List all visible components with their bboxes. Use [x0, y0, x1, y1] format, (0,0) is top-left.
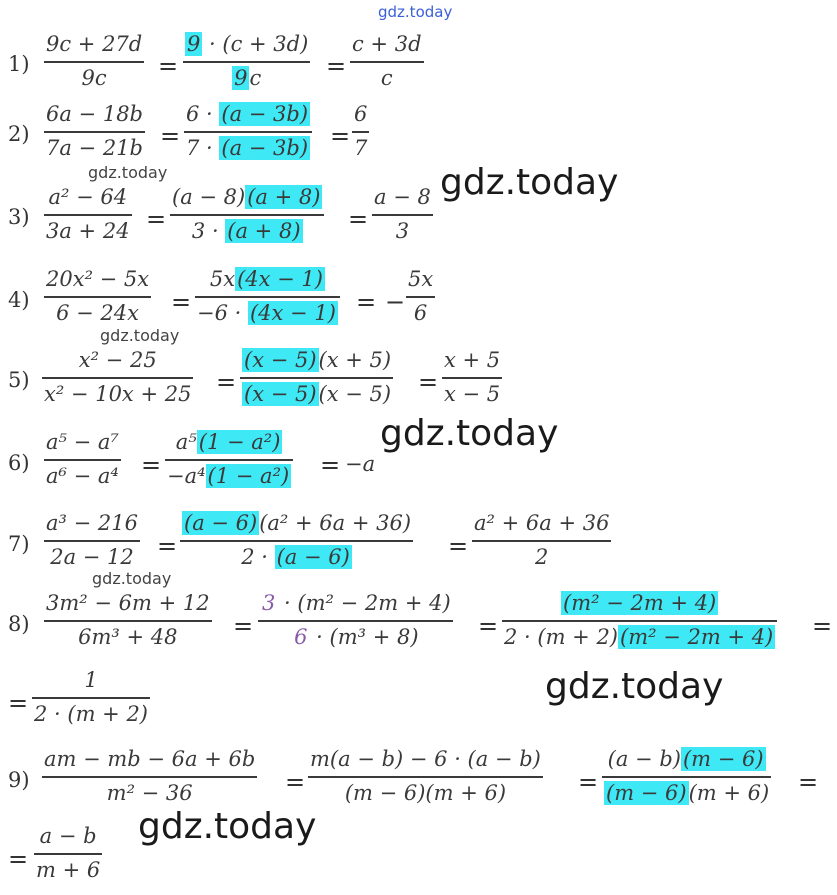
numerator: (a − 6)(a² + 6a + 36) — [184, 511, 412, 535]
fraction-original — [44, 100, 145, 163]
problem-number: 1) — [8, 52, 30, 76]
denominator: x − 5 — [444, 381, 501, 406]
denominator: 2 · (m + 2) — [34, 701, 148, 726]
numerator: 5x — [408, 267, 434, 291]
equals-sign: = — [330, 122, 351, 150]
fraction-regrouped — [502, 589, 777, 652]
problem-number: 5) — [8, 368, 30, 392]
denominator: 3a + 24 — [46, 218, 130, 243]
denominator: 3 · (a + 8) — [191, 218, 301, 243]
problem-number: 9) — [8, 768, 30, 792]
numerator: a² − 64 — [48, 185, 128, 209]
numerator: (a − 8)(a + 8) — [172, 185, 321, 209]
fraction-factored — [195, 265, 340, 328]
watermark-small: gdz.today — [88, 163, 168, 182]
equals-sign: = — [798, 768, 819, 796]
equals-sign: = — [141, 451, 162, 479]
highlight-common-factor: (a + 8) — [247, 185, 321, 209]
numerator: a − b — [39, 824, 97, 848]
numerator: 5x(4x − 1) — [209, 267, 323, 291]
fraction-result — [32, 666, 150, 729]
fraction-result — [372, 183, 433, 246]
numerator: m(a − b) − 6 · (a − b) — [310, 747, 541, 771]
highlight-common-factor: (a − 6) — [276, 544, 350, 569]
numerator: 6 · (a − 3b) — [186, 102, 309, 126]
watermark-big: gdz.today — [440, 162, 619, 203]
problem-number: 2) — [8, 122, 30, 146]
equals-sign: = — [157, 532, 178, 560]
numerator: a² + 6a + 36 — [474, 511, 610, 535]
denominator: 7a − 21b — [46, 135, 143, 160]
fraction-factored — [183, 30, 310, 93]
denominator: x² − 10x + 25 — [44, 381, 192, 406]
numerator: 9c + 27d — [46, 32, 143, 56]
fraction-result — [34, 822, 102, 885]
highlight-common-factor: 9 — [234, 65, 248, 90]
fraction-factored — [170, 183, 324, 246]
fraction-result — [352, 100, 369, 163]
numerator: a⁵(1 − a²) — [175, 430, 281, 454]
denominator: 6 − 24x — [56, 300, 139, 325]
highlight-common-factor: (4x − 1) — [237, 267, 323, 291]
denominator: −a⁴(1 − a²) — [167, 463, 290, 488]
denominator: (m − 6)(m + 6) — [606, 780, 770, 805]
highlight-common-factor: (m² − 2m + 4) — [563, 591, 717, 615]
highlight-common-factor: (x − 5) — [244, 348, 317, 372]
equals-sign: = — [418, 368, 439, 396]
denominator: c — [380, 65, 393, 90]
watermark-big: gdz.today — [138, 806, 317, 847]
watermark-top: gdz.today — [378, 3, 453, 21]
problem-number: 8) — [8, 612, 30, 636]
numerator: (x − 5)(x + 5) — [244, 348, 392, 372]
numerator: a³ − 216 — [46, 511, 138, 535]
denominator: −6 · (4x − 1) — [197, 300, 336, 325]
fraction-original — [44, 428, 121, 491]
fraction-factored — [258, 589, 453, 652]
highlight-common-factor: (m² − 2m + 4) — [620, 624, 774, 649]
fraction-original — [42, 745, 257, 808]
cancelled-factor: 3 — [262, 591, 276, 615]
highlight-common-factor: (1 − a²) — [198, 430, 281, 454]
equals-sign: = — [326, 52, 347, 80]
denominator: (x − 5)(x − 5) — [244, 381, 392, 406]
denominator: 2 · (a − 6) — [241, 544, 350, 569]
fraction-original — [44, 589, 212, 652]
numerator: (a − b)(m − 6) — [607, 747, 764, 771]
denominator: 2 · (m + 2)(m² − 2m + 4) — [504, 624, 774, 649]
denominator: 2 — [535, 544, 549, 569]
denominator: 9c — [234, 65, 262, 90]
numerator: 3m² − 6m + 12 — [46, 591, 210, 615]
highlight-common-factor: (x − 5) — [244, 381, 317, 406]
highlight-common-factor: (a − 3b) — [221, 102, 309, 126]
watermark-small: gdz.today — [100, 326, 180, 345]
denominator: 2a − 12 — [50, 544, 134, 569]
numerator: a − 8 — [374, 185, 431, 209]
highlight-common-factor: (m − 6) — [682, 747, 764, 771]
fraction-factored — [184, 100, 312, 163]
equals-sign: = — [320, 451, 341, 479]
fraction-factored — [180, 509, 413, 572]
denominator: 3 — [395, 218, 410, 243]
fraction-factored — [165, 428, 293, 491]
problem-number: 3) — [8, 205, 30, 229]
equals-sign: = — [171, 288, 192, 316]
equals-sign: = — [158, 52, 179, 80]
fraction-original — [42, 346, 193, 409]
equals-sign: = — [8, 689, 29, 717]
numerator: x² − 25 — [78, 348, 157, 372]
highlight-common-factor: (1 − a²) — [207, 463, 290, 488]
highlight-common-factor: 9 — [187, 32, 201, 56]
numerator: 20x² − 5x — [46, 267, 150, 291]
equals-sign: = — [578, 768, 599, 796]
watermark-big: gdz.today — [380, 413, 559, 454]
fraction-result — [442, 346, 502, 409]
minus-sign: − — [385, 288, 406, 316]
problem-number: 7) — [8, 532, 30, 556]
equals-sign: = — [478, 612, 499, 640]
equals-sign: = — [812, 612, 833, 640]
denominator: a⁶ − a⁴ — [46, 463, 119, 488]
denominator: m² − 36 — [106, 780, 193, 805]
highlight-common-factor: (4x − 1) — [249, 300, 336, 325]
fraction-original — [44, 183, 132, 246]
denominator: 7 — [354, 135, 368, 160]
highlight-common-factor: (a − 3b) — [221, 135, 309, 160]
equals-sign: = — [146, 205, 167, 233]
numerator: 9 · (c + 3d) — [187, 32, 309, 56]
denominator: m + 6 — [36, 857, 101, 882]
watermark-big: gdz.today — [545, 666, 724, 707]
equals-sign: = — [348, 205, 369, 233]
watermark-small: gdz.today — [92, 569, 172, 588]
denominator: 7 · (a − 3b) — [186, 135, 309, 160]
fraction-original — [44, 509, 140, 572]
equals-sign: = — [160, 122, 181, 150]
fraction-regrouped — [602, 745, 771, 808]
highlight-common-factor: (m − 6) — [606, 780, 687, 805]
fraction-factored — [308, 745, 543, 808]
problem-number: 6) — [8, 451, 30, 475]
denominator: 6 — [413, 300, 428, 325]
equals-sign: = — [285, 768, 306, 796]
result-expression: −a — [345, 452, 376, 476]
denominator: 6m³ + 48 — [78, 624, 178, 649]
numerator: 6 — [354, 102, 368, 126]
fraction-result — [406, 265, 435, 328]
equals-sign: = — [356, 288, 377, 316]
fraction-result — [472, 509, 611, 572]
equals-sign: = — [216, 368, 237, 396]
problem-number: 4) — [8, 288, 30, 312]
equals-sign: = — [448, 532, 469, 560]
numerator: c + 3d — [352, 32, 422, 56]
highlight-common-factor: (a − 6) — [184, 511, 258, 535]
numerator — [559, 589, 720, 618]
numerator: x + 5 — [444, 348, 501, 372]
denominator: 6 · (m³ + 8) — [294, 624, 419, 649]
equals-sign: = — [8, 845, 29, 873]
numerator: a⁵ − a⁷ — [46, 430, 119, 454]
equals-sign: = — [233, 612, 254, 640]
cancelled-factor: 6 — [294, 624, 308, 649]
numerator: 1 — [84, 668, 98, 692]
fraction-original — [44, 30, 144, 93]
fraction-result — [350, 30, 424, 93]
fraction-factored — [240, 346, 393, 409]
numerator: am − mb − 6a + 6b — [44, 747, 256, 771]
fraction-original — [44, 265, 151, 328]
denominator: 9c — [81, 65, 107, 90]
highlight-common-factor: (a + 8) — [227, 218, 301, 243]
denominator: (m − 6)(m + 6) — [344, 780, 507, 805]
numerator: 6a − 18b — [46, 102, 143, 126]
numerator: 3 · (m² − 2m + 4) — [262, 591, 451, 615]
